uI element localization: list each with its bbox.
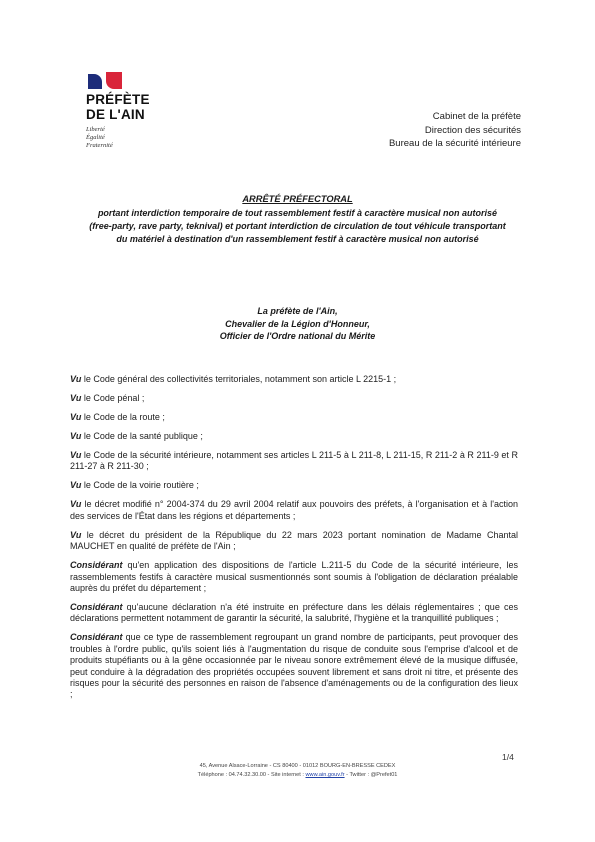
footer-separator: -: [344, 772, 350, 778]
motto-fraternite: Fraternité: [86, 142, 113, 149]
considerant-paragraph: [70, 560, 518, 594]
paragraph-keyword: Vu: [70, 450, 82, 460]
paragraph-keyword: Considérant: [70, 632, 123, 643]
paragraph-keyword: Vu: [70, 374, 82, 384]
paragraph-text: le Code général des collectivités territoriales, notamment son article L 2215-1 ;: [81, 374, 397, 384]
prefect-line: La préfète de l'Ain,: [257, 306, 338, 316]
legal-basis-paragraph: [70, 450, 518, 473]
footer-separator: -: [266, 772, 271, 778]
page-footer: [60, 762, 535, 780]
paragraph-text: que ce type de rassemblement regroupant un grand nombre de participants, peut provoquer des troubles à l'ordre public, qu'ils soient liés à l'augmentation du risque de conduite sous l'emprise d'alcool et de produits stupéfiants ou à la gêne occasionnée par le niveau sonore extrêmement élevé de la musique diffusée, peut conduire à la dégradation des propriétés occupées souvent librement et sans droit ni titre, et présente des risques pour la sécurité des personnes en raison de l'absence d'aménagements ou de la configuration des lieux ;: [70, 632, 518, 700]
paragraph-text: le Code de la route ;: [81, 412, 165, 422]
footer-website-link[interactable]: www.ain.gouv.fr: [305, 772, 345, 778]
considerant-paragraph: [70, 632, 518, 700]
paragraph-text: le Code pénal ;: [81, 393, 145, 403]
paragraph-keyword: Vu: [70, 393, 82, 403]
decree-title-main: ARRÊTÉ PRÉFECTORAL: [242, 194, 353, 204]
paragraph-keyword: Vu: [70, 499, 82, 510]
issuing-office: [389, 110, 521, 151]
footer-site-label: Site internet :: [270, 772, 306, 778]
paragraph-keyword: Considérant: [70, 560, 123, 571]
office-line: Direction des sécurités: [424, 124, 521, 136]
legal-basis-paragraph: [70, 499, 518, 522]
logo-name-line2: DE L'AIN: [86, 107, 145, 122]
paragraph-keyword: Vu: [70, 480, 82, 491]
marianne-flag-icon: [88, 72, 124, 90]
prefecture-logo: [86, 72, 166, 150]
footer-twitter: Twitter : @Prefet01: [349, 772, 398, 778]
paragraph-text: le décret du président de la République du 22 mars 2023 portant nomination de Madame Chantal MAUCHET en qualité de préfète de l'Ain ;: [70, 529, 518, 552]
logo-name-line1: PRÉFÈTE: [86, 92, 150, 107]
office-line: Bureau de la sécurité intérieure: [388, 138, 521, 149]
legal-basis-paragraph: [70, 530, 518, 553]
decree-subtitle-line: portant interdiction temporaire de tout rassemblement festif à caractère musical non autorisé: [97, 208, 498, 218]
footer-phone: Téléphone : 04.74.32.30.00: [197, 772, 266, 778]
decree-subtitle-line: (free-party, rave party, teknival) et portant interdiction de circulation de tout véhicule transportant: [89, 221, 506, 231]
decree-title: [60, 193, 535, 246]
paragraph-text: le Code de la sécurité intérieure, notamment ses articles L 211-5 à L 211-8, L 211-15, R 211-2 à R 211-9 et R 211-27 à R 211-30 ;: [70, 450, 518, 472]
logo-name: [86, 92, 166, 122]
footer-address: 45, Avenue Alsace-Lorraine - CS 80400 - 01012 BOURG-EN-BRESSE CEDEX: [199, 763, 396, 769]
legal-basis-paragraph: [70, 393, 518, 404]
paragraph-text: le Code de la santé publique ;: [81, 431, 203, 441]
page-number: 1/4: [502, 752, 514, 762]
paragraph-text: qu'aucune déclaration n'a été instruite en préfecture dans les délais réglementaires ; que ces déclarations permettent notamment de garantir la sécurité, la salubrité, l'hygiène et la tranquillité publiques ;: [70, 602, 518, 624]
paragraph-keyword: Considérant: [70, 602, 123, 613]
paragraph-keyword: Vu: [70, 412, 82, 422]
footer-contact: [60, 771, 535, 780]
legal-basis-paragraph: [70, 431, 518, 442]
republic-motto: [86, 126, 166, 150]
paragraph-text: le décret modifié n° 2004-374 du 29 avril 2004 relatif aux pouvoirs des préfets, à l'organisation et à l'action des services de l'État dans les régions et départements ;: [70, 499, 518, 521]
prefect-designation: [150, 305, 445, 343]
paragraph-text: qu'en application des dispositions de l'article L.211-5 du Code de la sécurité intérieure, les rassemblements festifs à caractère musical susmentionnés sont soumis à l'obligation de déclaration préalable auprès du préfet du département ;: [70, 560, 518, 594]
motto-liberte: Liberté: [86, 126, 105, 133]
paragraph-text: le Code de la voirie routière ;: [81, 480, 199, 491]
office-line: Cabinet de la préfète: [432, 111, 521, 122]
paragraph-keyword: Vu: [70, 529, 82, 540]
paragraph-keyword: Vu: [70, 431, 82, 441]
legal-basis-paragraph: [70, 412, 518, 423]
considerant-paragraph: [70, 602, 518, 625]
legal-basis-paragraph: [70, 480, 518, 491]
prefect-line: Officier de l'Ordre national du Mérite: [219, 331, 376, 342]
prefect-line: Chevalier de la Légion d'Honneur,: [225, 318, 370, 329]
decree-body: [70, 374, 518, 708]
motto-egalite: Égalité: [86, 134, 105, 141]
decree-subtitle-line: du matériel à destination d'un rassemblement festif à caractère musical non autorisé: [116, 234, 479, 244]
legal-basis-paragraph: [70, 374, 518, 385]
